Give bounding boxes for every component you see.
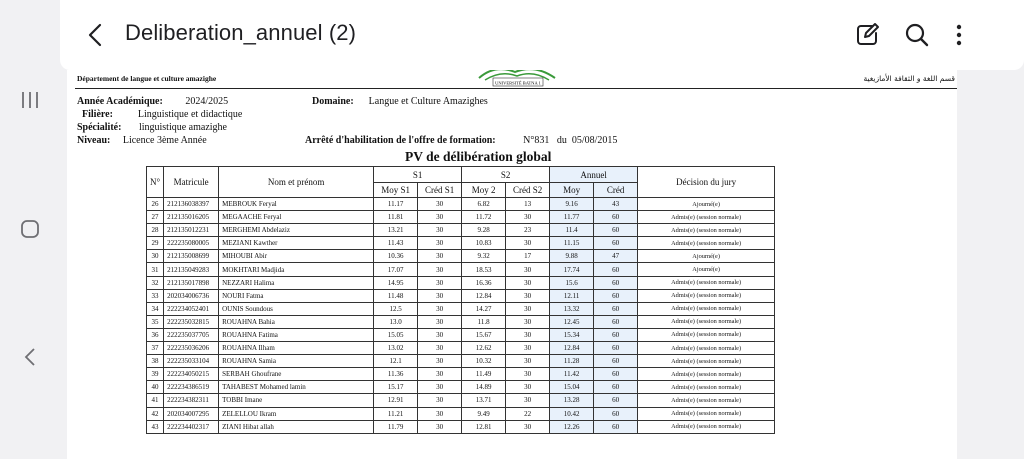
back-arrow-icon[interactable] (82, 18, 112, 52)
more-vertical-icon[interactable] (944, 20, 974, 50)
recents-icon[interactable] (0, 80, 60, 120)
table-row: 26 212136038397 MEBROUK Feryal 11.17 30 6.82 13 9.16 43 Ajourné(e) (147, 198, 775, 211)
header-divider (75, 88, 957, 89)
app-bar (60, 0, 1024, 70)
table-row: 33 202034006736 NOURI Fatma 11.48 30 12.84 30 12.11 60 Admis(e) (session normale) (147, 289, 775, 302)
header-s2: S2 (462, 167, 550, 183)
table-row: 43 222234402317 ZIANI Hibat allah 11.79 30 12.81 30 12.26 60 Admis(e) (session normale) (147, 420, 775, 433)
document-title: Deliberation_annuel (2) (125, 20, 357, 45)
header-moy-s2: Moy 2 (462, 183, 506, 198)
table-row: 42 202034007295 ZELELLOU Ikram 11.21 30 9.49 22 10.42 60 Admis(e) (session normale) (147, 407, 775, 420)
specialite-row: Spécialité: linguistique amazighe (77, 122, 227, 133)
table-row: 39 222234050215 SERBAH Ghoufrane 11.36 30 11.49 30 11.42 60 Admis(e) (session normale) (147, 368, 775, 381)
table-row: 31 212135049283 MOKHTARI Madjida 17.07 30 18.53 30 17.74 60 Ajourné(e) (147, 263, 775, 276)
table-row: 36 222235037705 ROUAHNA Fatima 15.05 30 15.67 30 15.34 60 Admis(e) (session normale) (147, 328, 775, 341)
deliberation-table (146, 166, 775, 434)
table-row: 41 222234382311 TOBBI Imane 12.91 30 13.71 30 13.28 60 Admis(e) (session normale) (147, 394, 775, 407)
department-name-fr: Département de langue et culture amazighe (77, 74, 217, 83)
university-logo (475, 70, 559, 90)
table-row: 40 222234386519 TAHABEST Mohamed lamin 15.17 30 14.89 30 15.04 60 Admis(e) (session normale) (147, 381, 775, 394)
annee-row: Année Académique: 2024/2025 (77, 96, 229, 107)
table-row: 28 212135012231 MERGHEMI Abdelaziz 13.21 30 9.28 23 11.4 60 Admis(e) (session normale) (147, 224, 775, 237)
table-row: 37 222235036206 ROUAHNA Ilham 13.02 30 12.62 30 12.84 60 Admis(e) (session normale) (147, 342, 775, 355)
document-page[interactable] (67, 70, 957, 459)
header-matricule: Matricule (164, 167, 219, 198)
arrete-row: Arrêté d'habilitation de l'offre de formation: N°831 du 05/08/2015 (305, 135, 618, 146)
pv-title: PV de délibération global (405, 149, 552, 164)
header-cred-s1: Créd S1 (418, 183, 462, 198)
logo-text: UNIVERSITÉ BATNA 1 (495, 80, 541, 86)
search-icon[interactable] (902, 20, 932, 50)
header-cred-s2: Créd S2 (506, 183, 550, 198)
home-icon[interactable] (0, 209, 60, 249)
table-row: 34 222234052401 OUNIS Soundous 12.5 30 14.27 30 13.32 60 Admis(e) (session normale) (147, 302, 775, 315)
header-num: N° (147, 167, 164, 198)
niveau-row: Niveau: Licence 3ème Année (77, 135, 207, 146)
table-row: 27 212135016205 MEGAACHE Feryal 11.81 30 11.72 30 11.77 60 Admis(e) (session normale) (147, 211, 775, 224)
header-moy-s1: Moy S1 (374, 183, 418, 198)
header-moy: Moy (550, 183, 594, 198)
header-s1: S1 (374, 167, 462, 183)
edit-icon[interactable] (852, 20, 882, 50)
header-decision: Décision du jury (638, 167, 775, 198)
table-row: 32 212135017898 NEZZARI Halima 14.95 30 16.36 30 15.6 60 Admis(e) (session normale) (147, 276, 775, 289)
table-row: 38 222235033104 ROUAHNA Samia 12.1 30 10.32 30 11.28 60 Admis(e) (session normale) (147, 355, 775, 368)
header-nom: Nom et prénom (219, 167, 374, 198)
department-name-ar: قسم اللغة و الثقافة الأمازيغية (863, 74, 955, 83)
table-row: 35 222235032815 ROUAHNA Bahia 13.0 30 11.8 30 12.45 60 Admis(e) (session normale) (147, 315, 775, 328)
header-annuel: Annuel (550, 167, 638, 183)
header-cred: Créd (594, 183, 638, 198)
table-row: 29 222235080005 MEZIANI Kawther 11.43 30 10.83 30 11.15 60 Admis(e) (session normale) (147, 237, 775, 250)
system-nav-bar (0, 0, 60, 459)
back-icon[interactable] (0, 337, 60, 377)
domaine-row: Domaine: Langue et Culture Amazighes (312, 96, 488, 107)
filiere-row: Filière: Linguistique et didactique (82, 109, 243, 120)
table-row: 30 212135008699 MIHOUBI Abir 10.36 30 9.32 17 9.88 47 Ajourné(e) (147, 250, 775, 263)
